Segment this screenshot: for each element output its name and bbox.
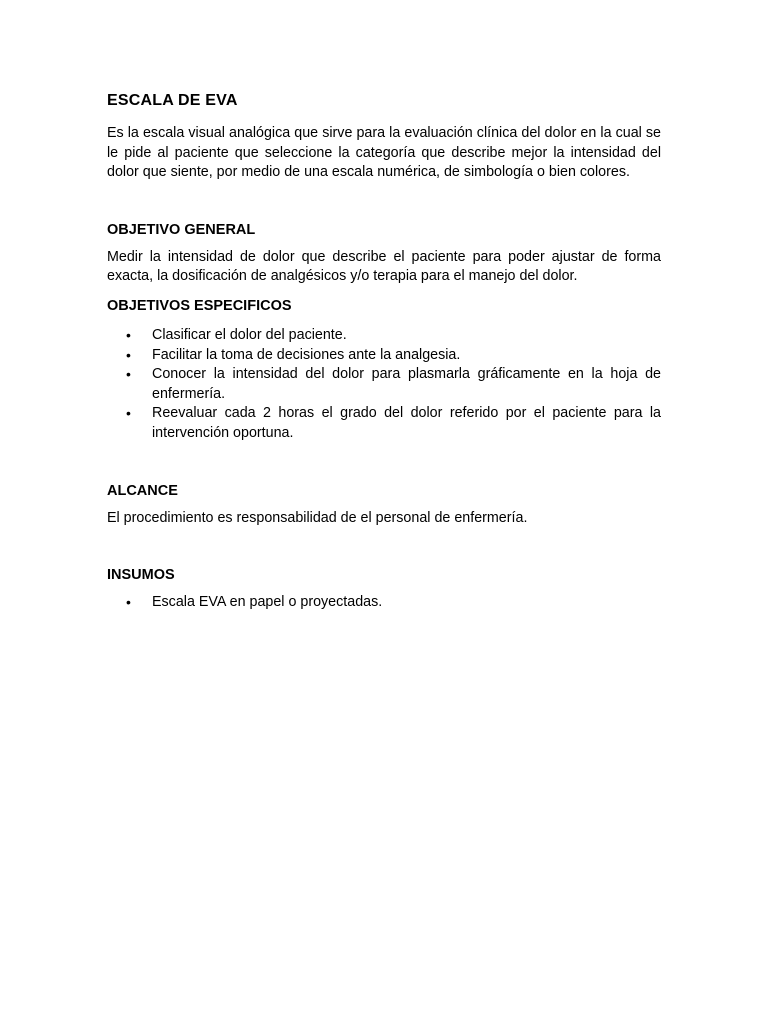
document-title: ESCALA DE EVA	[107, 92, 238, 109]
list-item	[107, 346, 661, 366]
intro-paragraph: Es la escala visual analógica que sirve para la evaluación clínica del dolor en la cual se le pide al paciente que seleccione la categoría que describe mejor la intensidad del dolor que siente, por medio de una escala numérica, de simbología o bien colores.	[107, 125, 661, 181]
list-item-text: Clasificar el dolor del paciente.	[152, 326, 347, 343]
list-item-text: Escala EVA en papel o proyectadas.	[152, 594, 383, 611]
objetivo-general-text: Medir la intensidad de dolor que describe el paciente para poder ajustar de forma exacta, la dosificación de analgésicos y/o terapia para el manejo del dolor.	[107, 248, 661, 285]
list-item	[107, 365, 661, 404]
bullet-icon: •	[126, 405, 131, 422]
insumos-section	[107, 566, 661, 613]
list-item-text: Facilitar la toma de decisiones ante la analgesia.	[152, 346, 461, 363]
objetivos-especificos-list	[107, 326, 661, 444]
list-item	[107, 326, 661, 346]
objetivos-especificos-section	[107, 297, 661, 444]
document-page	[107, 90, 661, 613]
bullet-icon: •	[126, 346, 131, 363]
bullet-icon: •	[126, 366, 131, 383]
insumos-heading: INSUMOS	[107, 567, 175, 584]
bullet-icon: •	[126, 594, 131, 611]
list-item	[107, 593, 661, 613]
objetivo-general-heading: OBJETIVO GENERAL	[107, 221, 256, 238]
insumos-list	[107, 593, 661, 613]
alcance-text: El procedimiento es responsabilidad de el personal de enfermería.	[107, 509, 528, 526]
list-item-text: Reevaluar cada 2 horas el grado del dolor referido por el paciente para la intervención oportuna.	[152, 405, 661, 441]
list-item-text: Conocer la intensidad del dolor para plasmarla gráficamente en la hoja de enfermería.	[152, 366, 661, 402]
alcance-heading: ALCANCE	[107, 482, 178, 499]
objetivo-general-section	[107, 221, 661, 287]
bullet-icon: •	[126, 326, 131, 343]
alcance-section	[107, 482, 661, 529]
list-item	[107, 404, 661, 443]
objetivos-especificos-heading: OBJETIVOS ESPECIFICOS	[107, 297, 292, 314]
